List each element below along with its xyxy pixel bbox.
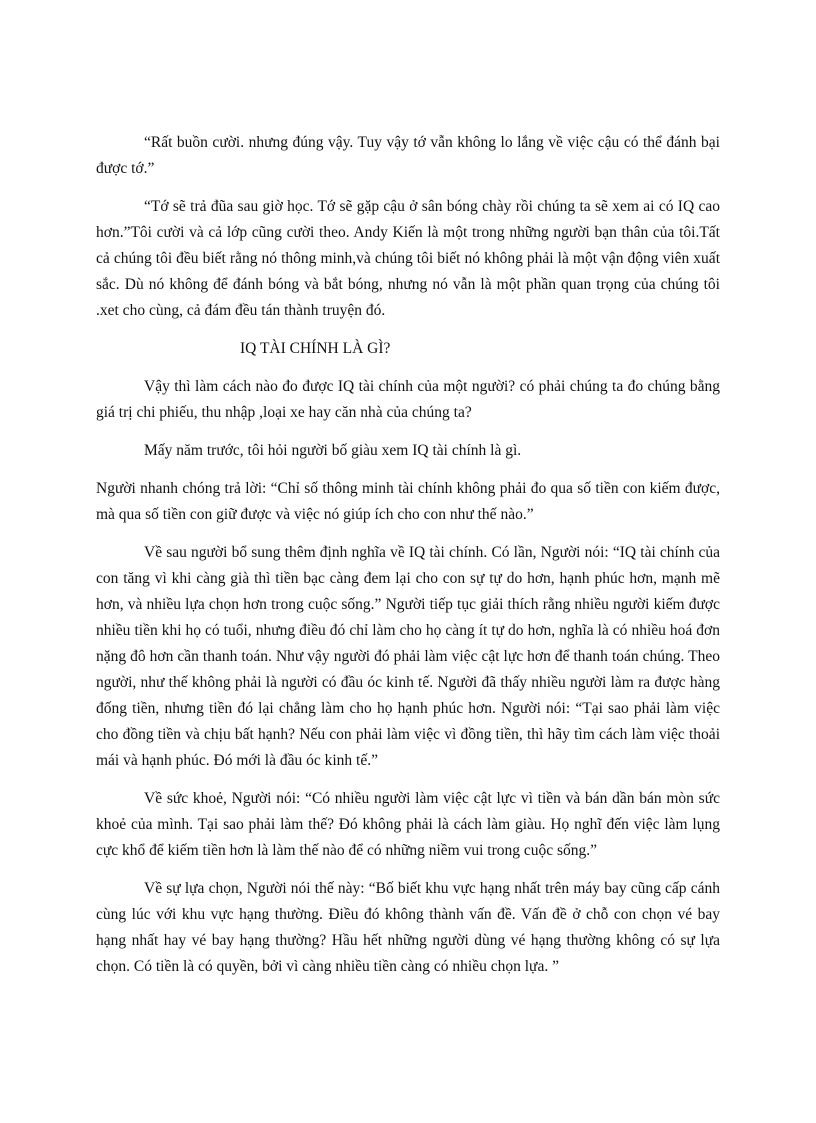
paragraph-quick-answer: Người nhanh chóng trả lời: “Chỉ số thông minh tài chính không phải đo qua số tiền con kiếm được, mà qua số tiền con giữ được và việc nó giúp ích cho con như thế nào.” <box>96 480 720 523</box>
paragraph-how-to-measure: Vậy thì làm cách nào đo được IQ tài chính của một người? có phải chúng ta đo chúng bằng giá trị chi phiếu, thu nhập ,loại xe hay căn nhà của chúng ta? <box>96 378 720 421</box>
paragraph-definition: Về sau người bổ sung thêm định nghĩa về IQ tài chính. Có lần, Người nói: “IQ tài chính của con tăng vì khi càng già thì tiền bạc càng đem lại cho con sự tự do hơn, hạnh phúc hơn, mạnh mẽ hơn, và nhiều lựa chọn hơn trong cuộc sống.” Người tiếp tục giải thích rằng nhiều người kiếm được nhiều tiền khi họ có tuổi, nhưng điều đó chỉ làm cho họ càng ít tự do hơn, nghĩa là có nhiều hoá đơn nặng đô hơn cần thanh toán. Như vậy người đó phải làm việc cật lực hơn để thanh toán chúng. Theo người, như thế không phải là người có đầu óc kinh tế. Người đã thấy nhiều người làm ra được hàng đống tiền, nhưng tiền đó lại chẳng làm cho họ hạnh phúc hơn. Người nói: “Tại sao phải làm việc cho đồng tiền và chịu bất hạnh? Nếu con phải làm việc vì đồng tiền, thì hãy tìm cách làm việc thoải mái và hạnh phúc. Đó mới là đầu óc kinh tế.” <box>96 544 720 769</box>
paragraph-andy-reply: “Rất buồn cười. nhưng đúng vậy. Tuy vậy tớ vẫn không lo lắng về việc cậu có thể đánh bại được tớ.” <box>96 134 720 177</box>
paragraph-asked-rich-dad: Mấy năm trước, tôi hỏi người bố giàu xem IQ tài chính là gì. <box>144 442 522 459</box>
paragraph-baseball-challenge: “Tớ sẽ trả đũa sau giờ học. Tớ sẽ gặp cậu ở sân bóng chày rồi chúng ta sẽ xem ai có IQ cao hơn.”Tôi cười và cả lớp cũng cười theo. Andy Kiến là một trong những người bạn thân của tôi.Tất cả chúng tôi đều biết rằng nó thông minh,và chúng tôi biết nó không phải là một vận động viên xuất sắc. Dù nó không để đánh bóng và bắt bóng, nhưng nó vẫn là một phần quan trọng của chúng tôi .xet cho cùng, cả đám đều tán thành truyện đó. <box>96 198 720 319</box>
paragraph-choice: Về sự lựa chọn, Người nói thế này: “Bố biết khu vực hạng nhất trên máy bay cũng cấp cánh cùng lúc với khu vực hạng thường. Điều đó không thành vấn đề. Vấn đề ở chỗ con chọn vé bay hạng nhất hay vé bay hạng thường? Hầu hết những người dùng vé hạng thường không có sự lựa chọn. Có tiền là có quyền, bởi vì càng nhiều tiền càng có nhiều chọn lựa. ” <box>96 880 720 975</box>
paragraph-health: Về sức khoẻ, Người nói: “Có nhiều người làm việc cật lực vì tiền và bán dần bán mòn sức khoẻ của mình. Tại sao phải làm thế? Đó không phải là cách làm giàu. Họ nghĩ đến việc làm lụng cực khổ để kiếm tiền hơn là làm thế nào để có những niềm vui trong cuộc sống.” <box>96 790 720 859</box>
document-page <box>96 130 720 992</box>
section-heading: IQ TÀI CHÍNH LÀ GÌ? <box>240 340 391 357</box>
